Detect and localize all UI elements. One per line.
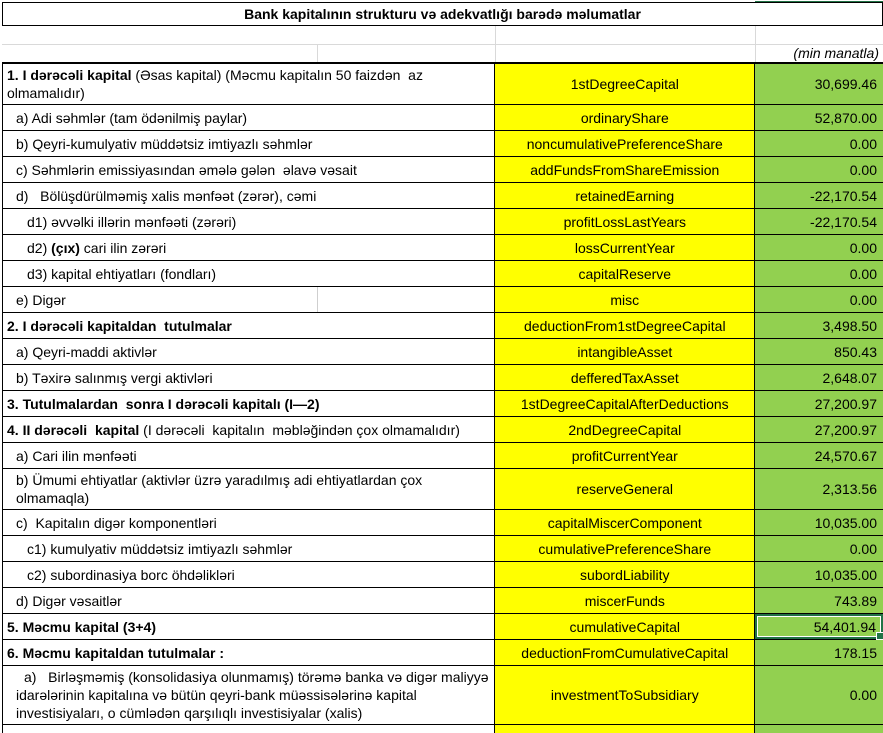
code-cell[interactable]: defferedTaxAsset <box>495 365 755 390</box>
code-cell[interactable]: cumulativePreferenceShare <box>495 536 755 561</box>
value-cell[interactable]: 743.89 <box>755 588 883 613</box>
desc-segment: a) Qeyri-maddi aktivlər <box>16 343 157 360</box>
table-row <box>3 183 883 209</box>
desc-segment: d2) <box>27 239 52 256</box>
table-row <box>3 365 883 391</box>
code-cell[interactable]: addFundsFromShareEmission <box>495 157 755 182</box>
table-row <box>3 536 883 562</box>
desc-segment: 3. Tutulmalardan sonra I dərəcəli kapitalı (I—2) <box>7 395 320 412</box>
value-cell[interactable]: 0.00 <box>755 261 883 286</box>
value-cell[interactable]: 178.15 <box>755 640 883 665</box>
desc-segment: c) Səhmlərin emissiyasından əmələ gələn əlavə vəsait <box>16 161 357 178</box>
desc-text <box>16 369 490 387</box>
gridline <box>495 26 496 62</box>
desc-cell[interactable] <box>3 640 495 665</box>
unit-note: (min manatla) <box>793 44 879 61</box>
desc-segment: b) Ümumi ehtiyatlar (aktivlər üzrə yaradılmış adi ehtiyatlardan çox olmamaqla) <box>16 472 427 506</box>
unit-note-cell[interactable] <box>661 44 881 61</box>
desc-cell[interactable] <box>3 443 495 468</box>
desc-text <box>7 421 490 439</box>
desc-segment: 6. Məcmu kapitaldan tutulmalar : <box>7 644 225 661</box>
value-cell[interactable]: -22,170.54 <box>755 183 883 208</box>
code-cell[interactable]: profitLossLastYears <box>495 209 755 234</box>
table-row <box>3 614 883 640</box>
value-cell[interactable]: 2,648.07 <box>755 365 883 390</box>
desc-cell[interactable] <box>3 339 495 364</box>
code-cell[interactable]: capitalReserve <box>495 261 755 286</box>
desc-text <box>27 265 490 283</box>
value-cell[interactable]: 10,035.00 <box>755 562 883 587</box>
desc-text <box>16 161 490 179</box>
desc-text <box>16 592 490 610</box>
table-row <box>3 666 883 725</box>
desc-text <box>7 66 490 102</box>
code-cell[interactable]: lossCurrentYear <box>495 235 755 260</box>
desc-text <box>16 343 490 361</box>
value-cell[interactable]: 850.43 <box>755 339 883 364</box>
column-gridline <box>317 287 318 312</box>
capital-structure-table <box>2 62 883 733</box>
code-cell[interactable]: deductionFromCumulativeCapital <box>495 640 755 665</box>
value-cell[interactable]: 2,313.56 <box>755 469 883 509</box>
desc-cell[interactable] <box>3 313 495 338</box>
desc-cell[interactable] <box>3 562 495 587</box>
value-cell[interactable]: 52,870.00 <box>755 105 883 130</box>
desc-cell[interactable] <box>3 391 495 416</box>
desc-cell[interactable] <box>3 725 495 733</box>
table-row <box>3 64 883 105</box>
value-cell[interactable]: 0.00 <box>755 666 883 724</box>
desc-segment: a) Birləşməmiş (konsolidasiya olunmamış) törəmə banka və digər maliyyə idarələrinin kapitalına və bütün qeyri-bank müəssisələrinə kapital investisiyaları, o cümlədən qarşılıqlı investisiyalar (xalis) <box>16 669 493 721</box>
code-cell[interactable]: intangibleAsset <box>495 339 755 364</box>
desc-text <box>27 540 490 558</box>
desc-cell[interactable] <box>3 469 495 509</box>
desc-cell[interactable] <box>3 157 495 182</box>
desc-segment: b) Qeyri-kumulyativ müddətsiz imtiyazlı səhmlər <box>16 135 313 152</box>
table-row <box>3 313 883 339</box>
desc-segment: 1. I dərəcəli kapital <box>7 67 132 83</box>
value-cell[interactable] <box>755 725 883 733</box>
report-title: Bank kapitalının strukturu və adekvatlığı barədə məlumatlar <box>244 6 641 22</box>
value-cell[interactable]: 24,570.67 <box>755 443 883 468</box>
desc-cell[interactable] <box>3 131 495 156</box>
desc-cell[interactable] <box>3 209 495 234</box>
table-row <box>3 339 883 365</box>
report-title-cell[interactable] <box>2 2 883 26</box>
table-row <box>3 588 883 614</box>
desc-segment: d3) kapital ehtiyatları (fondları) <box>27 265 217 282</box>
desc-cell[interactable] <box>3 105 495 130</box>
desc-segment: (Əsas kapital) (Məcmu kapitalın 50 faizdən az olmamalıdır) <box>7 67 427 101</box>
code-cell[interactable]: retainedEarning <box>495 183 755 208</box>
desc-segment: a) Cari ilin mənfəəti <box>16 447 137 464</box>
desc-segment: (I dərəcəli kapitalın məbləğindən çox olmamalıdır) <box>139 421 460 438</box>
value-cell[interactable]: 0.00 <box>755 131 883 156</box>
code-cell[interactable]: 2ndDegreeCapital <box>495 417 755 442</box>
table-row <box>3 510 883 536</box>
desc-text <box>7 395 490 413</box>
code-cell[interactable]: cumulativeCapital <box>495 614 755 639</box>
code-cell[interactable]: subordLiability <box>495 562 755 587</box>
desc-segment: (çıx) <box>51 239 80 256</box>
desc-text <box>27 566 490 584</box>
desc-cell[interactable] <box>3 588 495 613</box>
code-cell[interactable]: profitCurrentYear <box>495 443 755 468</box>
desc-text <box>16 187 490 205</box>
table-row <box>3 469 883 510</box>
desc-text <box>7 317 490 335</box>
value-cell[interactable]: 27,200.97 <box>755 391 883 416</box>
desc-cell[interactable] <box>3 261 495 286</box>
desc-cell[interactable] <box>3 64 495 104</box>
desc-segment: b) Təxirə salınmış vergi aktivləri <box>16 369 213 386</box>
desc-segment: 5. Məcmu kapital (3+4) <box>7 618 157 635</box>
desc-cell[interactable] <box>3 365 495 390</box>
desc-text <box>16 471 490 507</box>
desc-segment: cari ilin zərəri <box>79 239 167 256</box>
code-cell[interactable]: miscerFunds <box>495 588 755 613</box>
table-row <box>3 640 883 666</box>
code-cell[interactable]: deductionFrom1stDegreeCapital <box>495 313 755 338</box>
code-cell[interactable]: noncumulativePreferenceShare <box>495 131 755 156</box>
code-cell[interactable]: reserveGeneral <box>495 469 755 509</box>
desc-text <box>7 618 490 636</box>
desc-segment: e) Digər <box>16 291 66 308</box>
desc-segment: a) Adi səhmlər (tam ödənilmiş paylar) <box>16 109 248 126</box>
desc-segment: 2. I dərəcəli kapitaldan tutulmalar <box>7 317 232 334</box>
value-cell[interactable]: 0.00 <box>755 287 883 312</box>
desc-cell[interactable] <box>3 417 495 442</box>
desc-cell[interactable] <box>3 183 495 208</box>
value-cell[interactable]: 27,200.97 <box>755 417 883 442</box>
desc-text <box>16 109 490 127</box>
desc-text <box>16 447 490 465</box>
table-row <box>3 157 883 183</box>
value-cell[interactable]: 0.00 <box>755 235 883 260</box>
desc-segment: c1) kumulyativ müddətsiz imtiyazlı səhmlər <box>27 540 293 557</box>
value-cell[interactable]: 0.00 <box>755 157 883 182</box>
value-cell[interactable]: 30,699.46 <box>755 64 883 104</box>
value-cell-selected[interactable]: 54,401.94 <box>755 614 883 639</box>
desc-cell[interactable] <box>3 536 495 561</box>
desc-cell[interactable] <box>3 666 495 724</box>
table-row <box>3 235 883 261</box>
desc-text <box>27 213 490 231</box>
desc-cell[interactable] <box>3 614 495 639</box>
table-row <box>3 417 883 443</box>
desc-cell[interactable] <box>3 287 495 312</box>
desc-text <box>7 644 490 662</box>
table-row <box>3 443 883 469</box>
table-row <box>3 391 883 417</box>
code-cell[interactable]: ordinaryShare <box>495 105 755 130</box>
desc-text <box>16 291 490 309</box>
desc-segment: 4. II dərəcəli kapital <box>7 421 140 438</box>
code-cell[interactable]: 1stDegreeCapitalAfterDeductions <box>495 391 755 416</box>
gridline <box>317 44 318 62</box>
table-row <box>3 209 883 235</box>
table-row <box>3 105 883 131</box>
desc-cell[interactable] <box>3 235 495 260</box>
table-row <box>3 261 883 287</box>
desc-segment: d1) əvvəlki illərin mənfəəti (zərəri) <box>27 213 237 230</box>
desc-segment: c) Kapitalın digər komponentləri <box>16 514 217 531</box>
code-cell[interactable]: misc <box>495 287 755 312</box>
table-row <box>3 131 883 157</box>
table-row <box>3 562 883 588</box>
desc-text <box>16 514 490 532</box>
desc-segment: d) Bölüşdürülməmiş xalis mənfəət (zərər), cəmi <box>16 187 317 204</box>
value-cell[interactable]: 3,498.50 <box>755 313 883 338</box>
desc-cell[interactable] <box>3 510 495 535</box>
desc-text <box>16 668 493 722</box>
code-cell[interactable]: 1stDegreeCapital <box>495 64 755 104</box>
value-cell[interactable]: 0.00 <box>755 536 883 561</box>
table-row <box>3 287 883 313</box>
value-cell[interactable]: -22,170.54 <box>755 209 883 234</box>
code-cell[interactable]: capitalMiscerComponent <box>495 510 755 535</box>
table-row-partial <box>3 725 883 733</box>
desc-text <box>27 239 490 257</box>
value-cell[interactable]: 10,035.00 <box>755 510 883 535</box>
desc-segment: c2) subordinasiya borc öhdəlikləri <box>27 566 235 583</box>
code-cell[interactable]: investmentToSubsidiary <box>495 666 755 724</box>
desc-text <box>16 135 490 153</box>
desc-segment: d) Digər vəsaitlər <box>16 592 122 609</box>
code-cell[interactable] <box>495 725 755 733</box>
